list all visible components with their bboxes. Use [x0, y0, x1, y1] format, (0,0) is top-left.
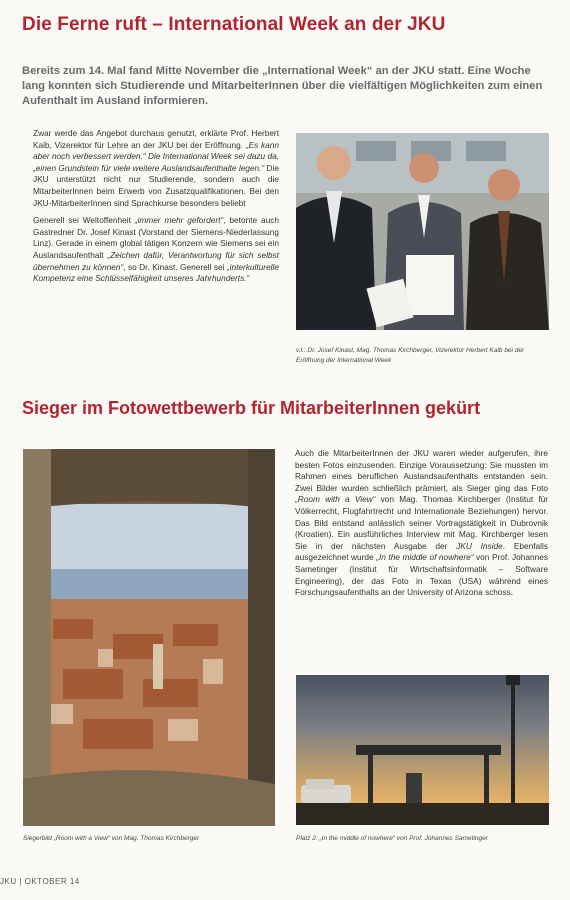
photo1-caption: v.l.: Dr. Josef Kinast, Mag. Thomas Kirchberger, Vizerektor Herbert Kalb bei der Eröffnung der International Week [296, 347, 525, 364]
photo-people-illustration [296, 133, 549, 330]
article1-text-column [33, 128, 279, 291]
photo-dubrovnik-illustration [23, 449, 275, 826]
photo-in-the-middle-of-nowhere [296, 675, 549, 825]
photo-room-with-a-view [23, 449, 275, 826]
article2-paragraph: Auch die MitarbeiterInnen der JKU waren wieder aufgerufen, ihre besten Fotos einzusenden. Einzige Voraussetzung: Sie mussten im Rahmen eines beruflichen Auslandsaufenthalts entstanden sein. Zwei Bilder wurden schließlich prämiert, als Sieger ging das Foto „Room with a View“ von Mag. Thomas Kirchberger (Institut für Völkerrecht, Flugfahrtrecht und Internationale Beziehungen) hervor. Das Bild entstand anlässlich seiner Vortragstätigkeit in Dubrovnik (Kroatien). Ein ausführliches Interview mit Mag. Kirchberger lesen Sie in der nächsten Ausgabe der JKU Inside. Ebenfalls ausgezeichnet wurde „In the middle of nowhere“ von Prof. Johannes Sametinger (Institut für Wirtschaftsinformatik – Software Engineering), der das Foto in Texas (USA) während eines Forschungsaufenthalts an der University of Arizona schoss. [295, 448, 548, 598]
article-title-international-week: Die Ferne ruft – International Week an der JKU [22, 14, 446, 35]
page-footer: JKU | OKTOBER 14 [0, 877, 80, 886]
article1-paragraph-1: Zwar werde das Angebot durchaus genutzt, erklärte Prof. Herbert Kalb, Vizerektor für Lehre an der JKU bei der Eröffnung. „Es kann aber noch verbessert werden.“ Die International Week sei dazu da, „einen Grundstein für viele weitere Auslandsaufenthalte legen.“ Die JKU unterstützt nicht nur Studierende, sondern auch die MitarbeiterInnen beim Erwerb von Zusatzqualifikationen. Bei den JKU-MitarbeiterInnen sind Sprachkurse besonders beliebt [33, 128, 280, 208]
article-title-photo-contest: Sieger im Fotowettbewerb für MitarbeiterInnen gekürt [22, 398, 481, 418]
article2-text-column [295, 448, 548, 605]
photo-international-week-opening [296, 133, 549, 330]
photo3-caption: Platz 2: „In the middle of nowhere“ von Prof. Johannes Sametinger [296, 835, 488, 842]
photo-gas-station-illustration [296, 675, 549, 825]
article-lead: Bereits zum 14. Mal fand Mitte November die „International Week“ an der JKU statt. Eine Woche lang konnten sich Studierende und MitarbeiterInnen über die vielfältigen Möglichkeiten zum einen Aufenthalt im Ausland informieren. [22, 65, 543, 107]
photo2-caption: Siegerbild „Room with a View“ von Mag. Thomas Kirchberger [23, 835, 200, 842]
article1-paragraph-2: Generell sei Weltoffenheit „immer mehr gefordert“, betonte auch Gastredner Dr. Josef Kinast (Vorstand der Siemens-Niederlassung Linz). Gerade in einem global tätigen Konzern wie Siemens sei ein Auslandsaufenthalt „Zeichen dafür, Verantwortung für sich selbst übernehmen zu können“, so Dr. Kinast. Generell sei „interkulturelle Kompetenz eine Schlüsselfähigkeit unseres Jahrhunderts.“ [33, 215, 279, 284]
